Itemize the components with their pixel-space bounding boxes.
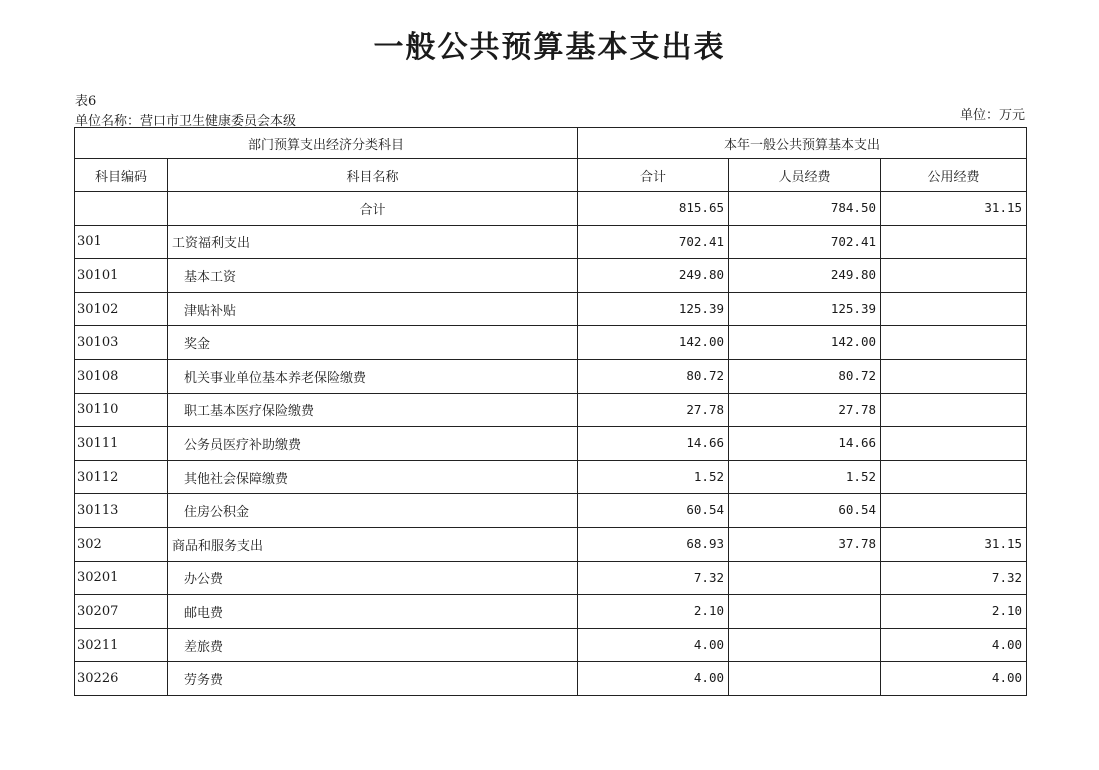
table-row	[75, 494, 1027, 528]
cell-subject-code: 30201	[75, 561, 168, 595]
cell-public	[881, 359, 1027, 393]
cell-personnel: 784.50	[729, 192, 881, 226]
header-public: 公用经费	[881, 159, 1027, 192]
cell-subject-name: 基本工资	[168, 259, 578, 293]
cell-total: 80.72	[578, 359, 729, 393]
cell-subject-name: 其他社会保障缴费	[168, 460, 578, 494]
cell-subject-code: 30207	[75, 595, 168, 629]
cell-subject-name: 商品和服务支出	[168, 527, 578, 561]
table-number: 表6	[75, 94, 97, 109]
header-economic-classification: 部门预算支出经济分类科目	[75, 128, 578, 159]
cell-total: 1.52	[578, 460, 729, 494]
table-row	[75, 393, 1027, 427]
page-title: 一般公共预算基本支出表	[373, 30, 726, 65]
cell-subject-code: 30226	[75, 662, 168, 696]
cell-public	[881, 393, 1027, 427]
cell-public: 4.00	[881, 628, 1027, 662]
cell-total: 125.39	[578, 292, 729, 326]
cell-subject-name: 津贴补贴	[168, 292, 578, 326]
cell-personnel: 60.54	[729, 494, 881, 528]
cell-subject-code	[75, 192, 168, 226]
cell-subject-code: 301	[75, 225, 168, 259]
cell-subject-name: 邮电费	[168, 595, 578, 629]
table-row	[75, 259, 1027, 293]
cell-subject-name: 差旅费	[168, 628, 578, 662]
cell-subject-code: 30103	[75, 326, 168, 360]
table-row	[75, 460, 1027, 494]
cell-subject-name: 奖金	[168, 326, 578, 360]
cell-total: 4.00	[578, 662, 729, 696]
cell-personnel: 37.78	[729, 527, 881, 561]
cell-personnel: 125.39	[729, 292, 881, 326]
cell-personnel: 14.66	[729, 427, 881, 461]
table-row	[75, 225, 1027, 259]
unit-measure: 单位：万元	[959, 108, 1025, 123]
cell-personnel: 702.41	[729, 225, 881, 259]
cell-total: 14.66	[578, 427, 729, 461]
cell-public: 31.15	[881, 192, 1027, 226]
table-row	[75, 326, 1027, 360]
cell-subject-code: 30111	[75, 427, 168, 461]
cell-public: 2.10	[881, 595, 1027, 629]
cell-personnel: 1.52	[729, 460, 881, 494]
table-row	[75, 628, 1027, 662]
budget-table	[74, 127, 1027, 696]
cell-public	[881, 494, 1027, 528]
cell-personnel	[729, 595, 881, 629]
unit-name: 单位名称：营口市卫生健康委员会本级	[75, 114, 297, 129]
header-subject-name: 科目名称	[168, 159, 578, 192]
cell-subject-name: 工资福利支出	[168, 225, 578, 259]
table-row	[75, 359, 1027, 393]
cell-total: 815.65	[578, 192, 729, 226]
cell-public	[881, 259, 1027, 293]
cell-total: 7.32	[578, 561, 729, 595]
cell-subject-code: 302	[75, 527, 168, 561]
cell-public: 31.15	[881, 527, 1027, 561]
cell-public: 4.00	[881, 662, 1027, 696]
cell-personnel: 27.78	[729, 393, 881, 427]
cell-total: 249.80	[578, 259, 729, 293]
cell-personnel	[729, 662, 881, 696]
cell-total: 27.78	[578, 393, 729, 427]
cell-subject-code: 30108	[75, 359, 168, 393]
table-row	[75, 427, 1027, 461]
cell-total: 142.00	[578, 326, 729, 360]
cell-personnel	[729, 628, 881, 662]
cell-subject-name: 职工基本医疗保险缴费	[168, 393, 578, 427]
cell-subject-code: 30113	[75, 494, 168, 528]
cell-personnel: 142.00	[729, 326, 881, 360]
cell-subject-code: 30110	[75, 393, 168, 427]
cell-personnel: 249.80	[729, 259, 881, 293]
cell-subject-code: 30112	[75, 460, 168, 494]
cell-total: 4.00	[578, 628, 729, 662]
cell-subject-name: 机关事业单位基本养老保险缴费	[168, 359, 578, 393]
cell-public: 7.32	[881, 561, 1027, 595]
table-row	[75, 292, 1027, 326]
cell-public	[881, 326, 1027, 360]
cell-public	[881, 460, 1027, 494]
cell-total: 68.93	[578, 527, 729, 561]
cell-subject-code: 30101	[75, 259, 168, 293]
cell-public	[881, 292, 1027, 326]
cell-personnel: 80.72	[729, 359, 881, 393]
table-row	[75, 527, 1027, 561]
header-total: 合计	[578, 159, 729, 192]
cell-total: 702.41	[578, 225, 729, 259]
table-row	[75, 662, 1027, 696]
table-row	[75, 561, 1027, 595]
cell-subject-code: 30211	[75, 628, 168, 662]
cell-personnel	[729, 561, 881, 595]
cell-public	[881, 427, 1027, 461]
header-basic-expenditure: 本年一般公共预算基本支出	[578, 128, 1027, 159]
cell-public	[881, 225, 1027, 259]
cell-total: 60.54	[578, 494, 729, 528]
header-subject-code: 科目编码	[75, 159, 168, 192]
cell-subject-name: 住房公积金	[168, 494, 578, 528]
header-personnel: 人员经费	[729, 159, 881, 192]
cell-subject-code: 30102	[75, 292, 168, 326]
table-row	[75, 192, 1027, 226]
cell-subject-name: 劳务费	[168, 662, 578, 696]
cell-subject-name: 合计	[168, 192, 578, 226]
cell-subject-name: 公务员医疗补助缴费	[168, 427, 578, 461]
table-row	[75, 595, 1027, 629]
cell-subject-name: 办公费	[168, 561, 578, 595]
cell-total: 2.10	[578, 595, 729, 629]
